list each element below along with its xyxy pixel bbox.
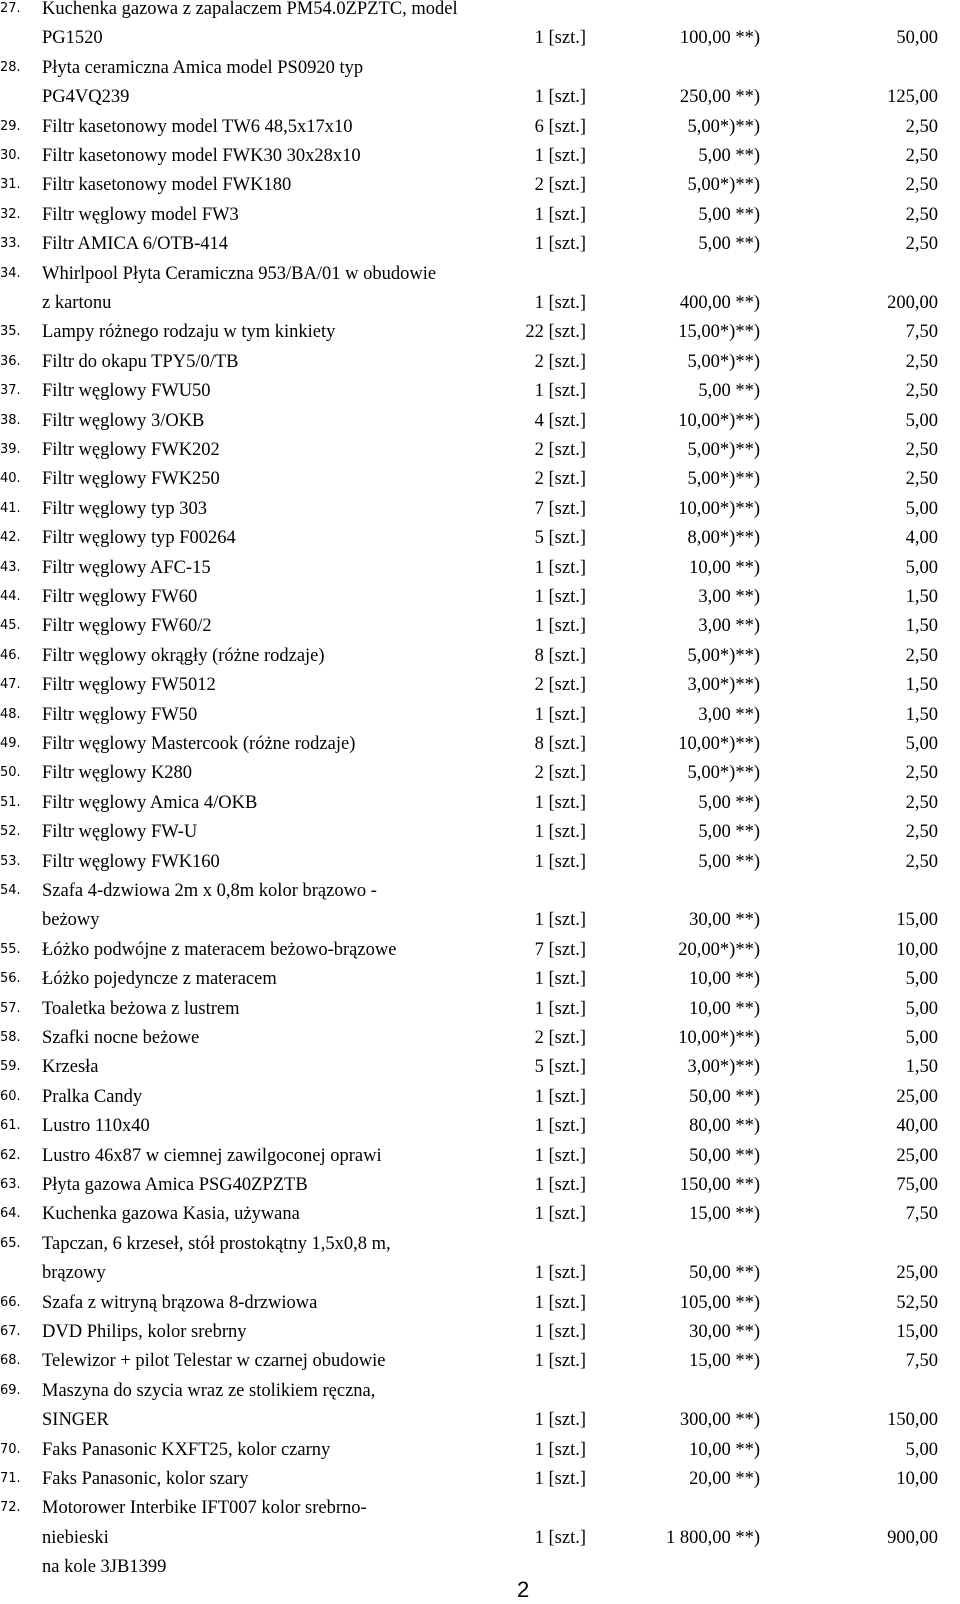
item-description: Filtr węglowy Mastercook (różne rodzaje) (42, 734, 356, 754)
item-value: 2,50 (905, 763, 938, 784)
list-item (0, 525, 960, 551)
item-number: 39. (0, 442, 21, 457)
item-description: Filtr kasetonowy model FWK180 (42, 175, 292, 196)
list-item (0, 1348, 960, 1374)
list-item (0, 878, 960, 904)
item-description: PG1520 (42, 28, 103, 49)
item-quantity: 1 [szt.] (534, 87, 586, 108)
item-value: 7,50 (905, 1204, 938, 1225)
item-price: 20,00*)**) (678, 939, 760, 960)
item-value: 25,00 (896, 1145, 938, 1166)
item-description: Filtr kasetonowy model FWK30 30x28x10 (42, 146, 361, 166)
item-value: 1,50 (905, 587, 938, 607)
item-price: 80,00 **) (689, 1116, 760, 1137)
item-quantity: 1 [szt.] (534, 616, 586, 637)
item-price: 50,00 **) (689, 1263, 760, 1284)
item-number: 48. (0, 706, 21, 722)
item-quantity: 1 [szt.] (534, 557, 586, 578)
list-item-continuation (0, 907, 960, 933)
list-item (0, 1143, 960, 1169)
item-quantity: 1 [szt.] (534, 792, 586, 813)
item-number: 69. (0, 1382, 21, 1398)
item-value: 1,50 (905, 704, 938, 725)
list-item (0, 172, 960, 198)
item-quantity: 1 [szt.] (534, 998, 586, 1019)
item-number: 30. (0, 148, 21, 163)
item-quantity: 1 [szt.] (534, 910, 586, 931)
item-quantity: 2 [szt.] (534, 469, 586, 490)
list-item (0, 466, 960, 492)
list-item (0, 790, 960, 816)
item-description: Płyta gazowa Amica PSG40ZPZTB (42, 1175, 308, 1195)
item-number: 60. (0, 1088, 21, 1104)
item-price: 5,00*)**) (687, 351, 760, 372)
item-number: 55. (0, 941, 21, 957)
item-number: 45. (0, 618, 21, 634)
item-quantity: 1 [szt.] (534, 1086, 586, 1107)
item-description: Filtr węglowy 3/OKB (42, 410, 205, 431)
list-item (0, 760, 960, 786)
item-value: 150,00 (887, 1410, 938, 1431)
item-number: 46. (0, 647, 21, 663)
list-item-continuation (0, 1260, 960, 1286)
item-description: Filtr kasetonowy model TW6 48,5x17x10 (42, 116, 353, 137)
item-quantity: 5 [szt.] (534, 528, 586, 549)
item-number: 49. (0, 736, 21, 751)
item-description: na kole 3JB1399 (42, 1557, 167, 1578)
item-number: 52. (0, 824, 21, 840)
item-value: 2,50 (905, 469, 938, 490)
item-quantity: 1 [szt.] (534, 1469, 586, 1489)
item-number: 47. (0, 677, 21, 693)
item-number: 53. (0, 853, 21, 869)
item-number: 64. (0, 1206, 21, 1222)
item-description: Faks Panasonic KXFT25, kolor czarny (42, 1439, 331, 1460)
list-item (0, 643, 960, 669)
item-description: SINGER (42, 1410, 109, 1431)
item-description: Tapczan, 6 krzeseł, stół prostokątny 1,5x0,8 m, (42, 1233, 391, 1254)
list-item-continuation (0, 290, 960, 316)
list-item (0, 143, 960, 169)
item-number: 61. (0, 1118, 21, 1134)
item-description: Filtr węglowy FWU50 (42, 381, 211, 402)
item-value: 125,00 (887, 87, 938, 108)
item-quantity: 1 [szt.] (534, 1116, 586, 1137)
item-description: DVD Philips, kolor srebrny (42, 1322, 247, 1342)
item-number: 41. (0, 500, 21, 516)
item-quantity: 1 [szt.] (534, 1145, 586, 1166)
item-number: 42. (0, 530, 21, 546)
item-value: 2,50 (905, 645, 938, 666)
item-number: 54. (0, 883, 21, 898)
item-price: 50,00 **) (689, 1145, 760, 1166)
item-quantity: 1 [szt.] (534, 381, 586, 402)
item-description: Płyta ceramiczna Amica model PS0920 typ (42, 57, 364, 78)
item-description: brązowy (42, 1263, 106, 1284)
list-item (0, 1437, 960, 1463)
list-item (0, 231, 960, 257)
item-description: Filtr węglowy FWK250 (42, 469, 220, 490)
item-price: 400,00 **) (679, 293, 760, 313)
item-description: Lustro 46x87 w ciemnej zawilgoconej oprawi (42, 1145, 382, 1166)
item-price: 5,00 **) (698, 146, 760, 166)
item-price: 5,00*)**) (687, 116, 760, 137)
item-quantity: 1 [szt.] (534, 1410, 586, 1431)
item-description: Faks Panasonic, kolor szary (42, 1469, 249, 1489)
item-quantity: 1 [szt.] (534, 1322, 586, 1342)
item-description: Lampy różnego rodzaju w tym kinkiety (42, 322, 336, 343)
item-number: 62. (0, 1147, 21, 1163)
list-item-continuation (0, 84, 960, 110)
item-value: 5,00 (905, 1439, 938, 1460)
item-quantity: 2 [szt.] (534, 175, 586, 196)
list-item (0, 55, 960, 81)
item-description: Szafa z witryną brązowa 8-drzwiowa (42, 1292, 318, 1313)
item-number: 68. (0, 1353, 21, 1369)
item-price: 10,00*)**) (678, 734, 760, 754)
item-number: 63. (0, 1177, 21, 1192)
item-number: 32. (0, 206, 21, 222)
item-value: 7,50 (905, 1351, 938, 1372)
item-price: 10,00 **) (689, 969, 760, 990)
list-item (0, 1495, 960, 1521)
item-price: 30,00 **) (689, 1322, 760, 1342)
item-price: 20,00 **) (689, 1469, 760, 1489)
list-item (0, 1025, 960, 1051)
list-item (0, 1084, 960, 1110)
item-value: 2,50 (905, 204, 938, 225)
item-price: 5,00*)**) (687, 175, 760, 196)
item-description: Filtr węglowy FW-U (42, 822, 198, 843)
item-price: 10,00*)**) (678, 1028, 760, 1048)
item-number: 33. (0, 236, 21, 252)
item-value: 5,00 (905, 410, 938, 431)
item-description: Łóżko pojedyncze z materacem (42, 969, 277, 990)
item-number: 65. (0, 1235, 21, 1251)
item-description: niebieski (42, 1527, 109, 1548)
item-value: 75,00 (896, 1175, 938, 1195)
item-description: Filtr węglowy typ F00264 (42, 528, 236, 549)
item-number: 27. (0, 1, 21, 16)
list-item (0, 1054, 960, 1080)
item-price: 3,00 **) (698, 704, 760, 725)
item-description: Lustro 110x40 (42, 1116, 150, 1137)
item-description: Filtr węglowy FWK202 (42, 440, 220, 460)
item-description: PG4VQ239 (42, 87, 130, 108)
item-value: 2,50 (905, 822, 938, 843)
item-description: Filtr węglowy typ 303 (42, 498, 207, 519)
item-number: 57. (0, 1000, 21, 1016)
list-item (0, 731, 960, 757)
item-description: Filtr węglowy FWK160 (42, 851, 220, 872)
item-description: Filtr węglowy AFC-15 (42, 557, 211, 578)
item-quantity: 1 [szt.] (534, 1527, 586, 1548)
item-number: 44. (0, 589, 21, 604)
item-description: Filtr węglowy FW50 (42, 704, 198, 725)
item-quantity: 6 [szt.] (534, 116, 586, 137)
item-price: 5,00 **) (698, 851, 760, 872)
item-price: 10,00*)**) (678, 498, 760, 519)
item-value: 25,00 (896, 1086, 938, 1107)
item-description: Filtr węglowy Amica 4/OKB (42, 792, 258, 813)
item-description: z kartonu (42, 293, 112, 313)
list-item (0, 996, 960, 1022)
item-quantity: 1 [szt.] (534, 146, 586, 166)
item-description: Filtr węglowy FW60/2 (42, 616, 212, 637)
item-number: 34. (0, 265, 21, 281)
item-price: 10,00 **) (689, 998, 760, 1019)
list-item (0, 1201, 960, 1227)
item-price: 100,00 **) (679, 28, 760, 49)
list-item (0, 261, 960, 287)
item-value: 4,00 (905, 528, 938, 549)
item-quantity: 8 [szt.] (534, 645, 586, 666)
list-item-continuation (0, 1407, 960, 1433)
item-description: Telewizor + pilot Telestar w czarnej obudowie (42, 1351, 386, 1372)
item-description: Szafa 4-dzwiowa 2m x 0,8m kolor brązowo - (42, 881, 377, 901)
item-price: 3,00*)**) (687, 1057, 760, 1078)
item-quantity: 1 [szt.] (534, 28, 586, 49)
item-price: 3,00 **) (698, 616, 760, 637)
list-item (0, 702, 960, 728)
item-value: 2,50 (905, 175, 938, 196)
item-value: 5,00 (905, 969, 938, 990)
list-item (0, 0, 960, 22)
item-number: 35. (0, 324, 21, 340)
item-description: beżowy (42, 910, 100, 931)
list-item (0, 202, 960, 228)
item-number: 28. (0, 59, 21, 75)
list-item (0, 849, 960, 875)
item-value: 5,00 (905, 1028, 938, 1048)
list-item (0, 1231, 960, 1257)
item-value: 2,50 (905, 792, 938, 813)
page-number: 2 (517, 1577, 530, 1602)
item-value: 900,00 (887, 1527, 938, 1548)
item-value: 40,00 (896, 1116, 938, 1137)
item-number: 67. (0, 1324, 21, 1339)
item-description: Pralka Candy (42, 1086, 143, 1107)
item-number: 72. (0, 1500, 21, 1516)
item-price: 15,00 **) (689, 1204, 760, 1225)
item-price: 1 800,00 **) (665, 1527, 760, 1548)
item-quantity: 1 [szt.] (534, 704, 586, 725)
list-item (0, 114, 960, 140)
item-quantity: 1 [szt.] (534, 1263, 586, 1284)
item-quantity: 7 [szt.] (534, 939, 586, 960)
item-price: 15,00*)**) (678, 322, 760, 343)
list-item (0, 1319, 960, 1345)
list-item-continuation (0, 1554, 960, 1580)
item-number: 56. (0, 971, 21, 987)
item-description: Filtr do okapu TPY5/0/TB (42, 351, 239, 372)
item-quantity: 1 [szt.] (534, 293, 586, 313)
item-description: Filtr węglowy FW60 (42, 587, 198, 607)
item-description: Filtr węglowy FW5012 (42, 675, 216, 696)
item-value: 2,50 (905, 146, 938, 166)
list-item (0, 378, 960, 404)
list-item (0, 1378, 960, 1404)
item-quantity: 2 [szt.] (534, 351, 586, 372)
list-item (0, 672, 960, 698)
item-description: Krzesła (42, 1057, 99, 1078)
item-price: 8,00*)**) (687, 528, 760, 549)
item-quantity: 5 [szt.] (534, 1057, 586, 1078)
list-item-continuation (0, 25, 960, 51)
item-description: Filtr AMICA 6/OTB-414 (42, 234, 229, 255)
item-number: 29. (0, 118, 21, 134)
list-item (0, 349, 960, 375)
item-quantity: 4 [szt.] (534, 410, 586, 431)
list-item (0, 1172, 960, 1198)
item-quantity: 1 [szt.] (534, 851, 586, 872)
item-value: 25,00 (896, 1263, 938, 1284)
item-price: 5,00 **) (698, 381, 760, 402)
item-value: 1,50 (905, 1057, 938, 1078)
item-value: 2,50 (905, 381, 938, 402)
list-item (0, 319, 960, 345)
item-value: 1,50 (905, 675, 938, 696)
item-price: 5,00 **) (698, 822, 760, 843)
item-price: 150,00 **) (679, 1175, 760, 1195)
item-value: 5,00 (905, 734, 938, 754)
item-price: 3,00*)**) (687, 675, 760, 696)
item-value: 10,00 (896, 1469, 938, 1489)
item-value: 50,00 (896, 28, 938, 49)
list-item-continuation (0, 1525, 960, 1551)
item-quantity: 1 [szt.] (534, 204, 586, 225)
item-quantity: 1 [szt.] (534, 1175, 586, 1195)
item-price: 5,00 **) (698, 792, 760, 813)
item-description: Maszyna do szycia wraz ze stolikiem ręczna, (42, 1380, 376, 1401)
item-number: 43. (0, 559, 21, 575)
item-value: 5,00 (905, 998, 938, 1019)
item-value: 10,00 (896, 939, 938, 960)
item-description: Motorower Interbike IFT007 kolor srebrno- (42, 1498, 367, 1519)
item-price: 10,00*)**) (678, 410, 760, 431)
item-quantity: 22 [szt.] (525, 322, 586, 343)
item-price: 3,00 **) (698, 587, 760, 607)
item-description: Kuchenka gazowa Kasia, używana (42, 1204, 300, 1225)
item-value: 7,50 (905, 322, 938, 343)
item-quantity: 2 [szt.] (534, 440, 586, 460)
item-price: 5,00*)**) (687, 469, 760, 490)
item-quantity: 1 [szt.] (534, 822, 586, 843)
item-number: 36. (0, 353, 21, 369)
item-value: 2,50 (905, 234, 938, 255)
item-number: 40. (0, 471, 21, 487)
item-price: 250,00 **) (679, 87, 760, 108)
item-value: 1,50 (905, 616, 938, 637)
item-value: 2,50 (905, 440, 938, 460)
list-item (0, 496, 960, 522)
item-quantity: 1 [szt.] (534, 1351, 586, 1372)
item-description: Filtr węglowy model FW3 (42, 204, 239, 225)
list-item (0, 1290, 960, 1316)
item-number: 70. (0, 1441, 21, 1457)
item-value: 15,00 (896, 910, 938, 931)
item-price: 50,00 **) (689, 1086, 760, 1107)
item-value: 15,00 (896, 1322, 938, 1342)
item-value: 2,50 (905, 351, 938, 372)
item-price: 5,00 **) (698, 204, 760, 225)
item-number: 66. (0, 1294, 21, 1310)
list-item (0, 937, 960, 963)
item-quantity: 1 [szt.] (534, 969, 586, 990)
item-quantity: 1 [szt.] (534, 234, 586, 255)
list-item (0, 613, 960, 639)
item-quantity: 1 [szt.] (534, 1439, 586, 1460)
item-price: 105,00 **) (679, 1292, 760, 1313)
list-item (0, 555, 960, 581)
item-number: 38. (0, 412, 21, 428)
item-number: 58. (0, 1030, 21, 1045)
item-description: Toaletka beżowa z lustrem (42, 998, 240, 1019)
item-price: 5,00 **) (698, 234, 760, 255)
item-price: 15,00 **) (689, 1351, 760, 1372)
item-price: 5,00*)**) (687, 440, 760, 460)
item-number: 71. (0, 1471, 21, 1486)
item-description: Szafki nocne beżowe (42, 1028, 200, 1048)
item-value: 2,50 (905, 851, 938, 872)
item-value: 5,00 (905, 498, 938, 519)
item-price: 10,00 **) (689, 1439, 760, 1460)
list-item (0, 437, 960, 463)
item-price: 5,00*)**) (687, 763, 760, 784)
item-price: 30,00 **) (689, 910, 760, 931)
item-number: 31. (0, 177, 21, 193)
item-description: Whirlpool Płyta Ceramiczna 953/BA/01 w obudowie (42, 263, 437, 284)
list-item (0, 1466, 960, 1492)
item-quantity: 8 [szt.] (534, 734, 586, 754)
list-item (0, 584, 960, 610)
list-item (0, 819, 960, 845)
item-number: 59. (0, 1059, 21, 1075)
item-value: 200,00 (887, 293, 938, 313)
item-number: 51. (0, 794, 21, 810)
item-value: 52,50 (896, 1292, 938, 1313)
item-number: 50. (0, 765, 21, 781)
item-description: Filtr węglowy okrągły (różne rodzaje) (42, 645, 325, 666)
item-description: Kuchenka gazowa z zapalaczem PM54.0ZPZTC, model (42, 0, 458, 19)
item-quantity: 1 [szt.] (534, 587, 586, 607)
list-item (0, 1113, 960, 1139)
item-price: 10,00 **) (689, 557, 760, 578)
item-price: 5,00*)**) (687, 645, 760, 666)
item-quantity: 2 [szt.] (534, 763, 586, 784)
item-quantity: 1 [szt.] (534, 1292, 586, 1313)
item-number: 37. (0, 383, 21, 399)
item-quantity: 2 [szt.] (534, 1028, 586, 1048)
item-value: 2,50 (905, 116, 938, 137)
item-value: 5,00 (905, 557, 938, 578)
item-description: Filtr węglowy K280 (42, 763, 193, 784)
item-price: 300,00 **) (679, 1410, 760, 1431)
item-quantity: 1 [szt.] (534, 1204, 586, 1225)
item-quantity: 2 [szt.] (534, 675, 586, 696)
list-item (0, 966, 960, 992)
item-description: Łóżko podwójne z materacem beżowo-brązowe (42, 939, 397, 960)
list-item (0, 408, 960, 434)
item-quantity: 7 [szt.] (534, 498, 586, 519)
